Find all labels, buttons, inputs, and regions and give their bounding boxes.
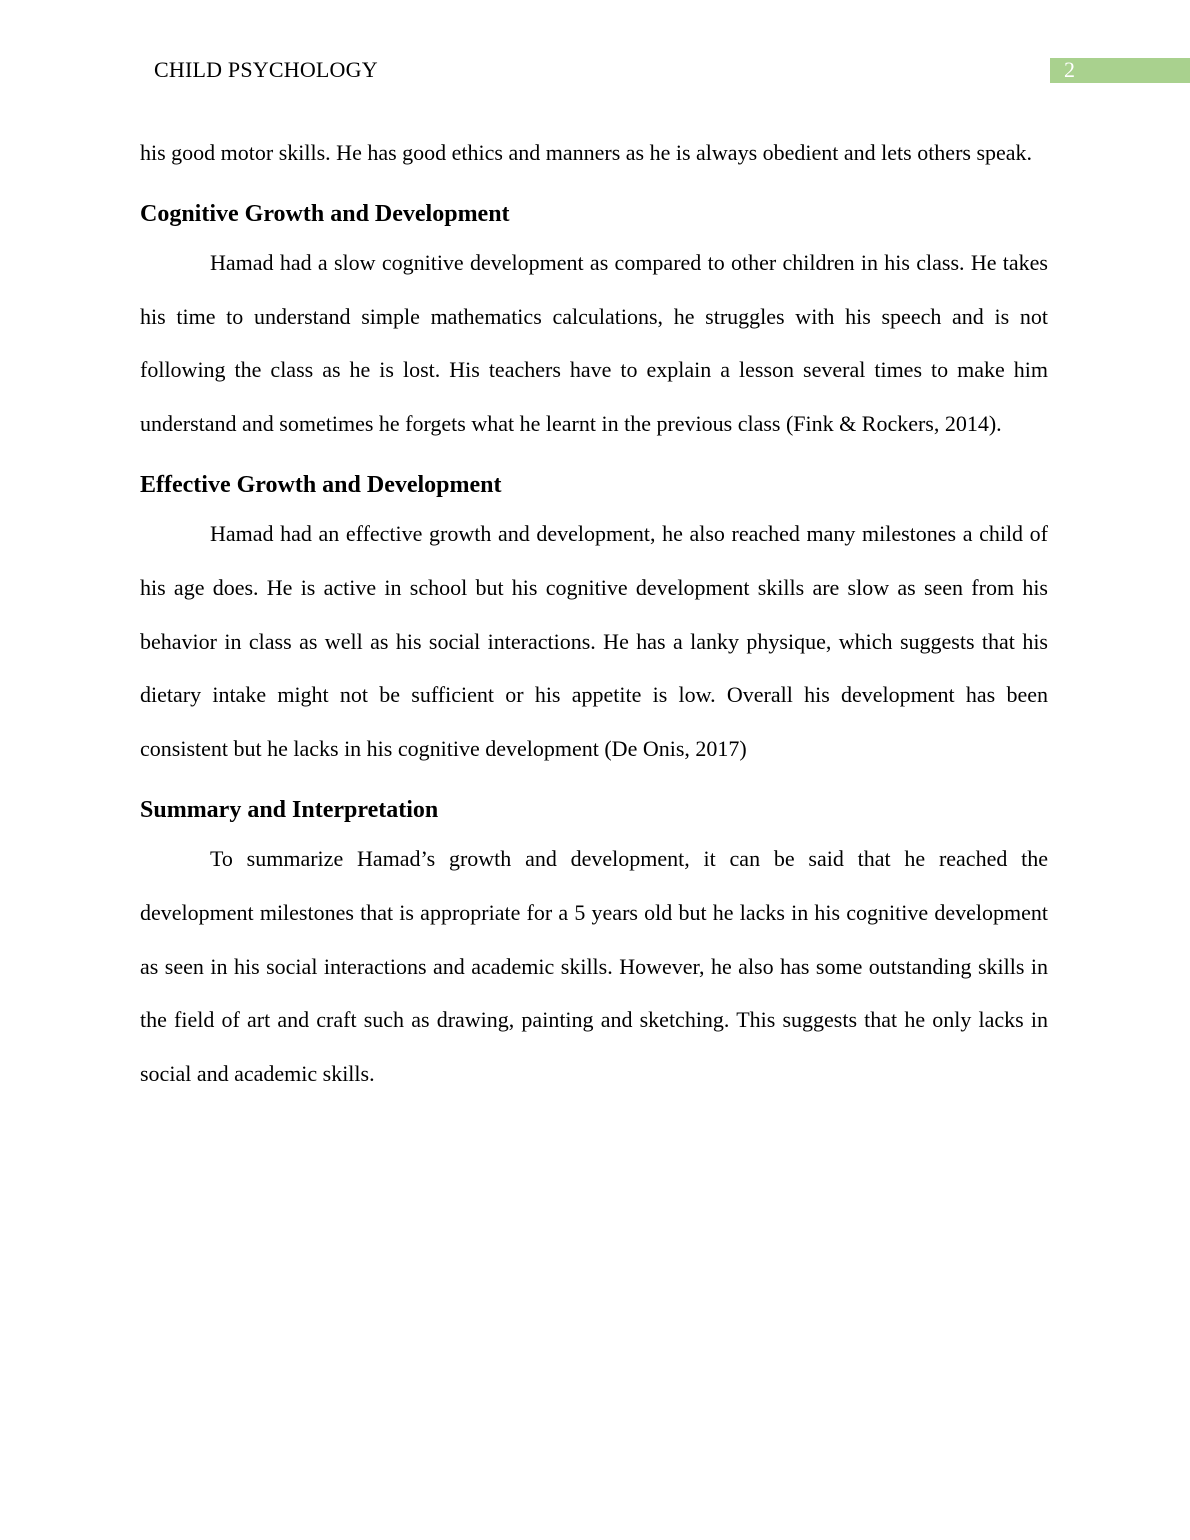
section-heading-effective: Effective Growth and Development bbox=[140, 471, 502, 498]
running-head: CHILD PSYCHOLOGY bbox=[154, 57, 378, 82]
page-number: 2 bbox=[1064, 57, 1075, 82]
section-heading-cognitive: Cognitive Growth and Development bbox=[140, 200, 510, 227]
section-paragraph-effective: Hamad had an effective growth and development, he also reached many milestones a child of his age does. He is active in school but his cognitive development skills are slow as seen from his behavior in class as well as his social interactions. He has a lanky physique, which suggests that his dietary intake might not be sufficient or his appetite is low. Overall his development has been consistent but he lacks in his cognitive development (De Onis, 2017) bbox=[140, 520, 1048, 762]
section-paragraph-cognitive: Hamad had a slow cognitive development as compared to other children in his class. He takes his time to understand simple mathematics calculations, he struggles with his speech and is not following the class as he is lost. His teachers have to explain a lesson several times to make him understand and sometimes he forgets what he learnt in the previous class (Fink & Rockers, 2014). bbox=[140, 249, 1048, 437]
continuation-paragraph: his good motor skills. He has good ethics and manners as he is always obedient and lets others speak. bbox=[140, 140, 1033, 165]
document-body bbox=[140, 126, 1048, 1101]
page-number-bar bbox=[1050, 58, 1190, 83]
section-heading-summary: Summary and Interpretation bbox=[140, 796, 439, 823]
section-paragraph-summary: To summarize Hamad’s growth and development, it can be said that he reached the development milestones that is appropriate for a 5 years old but he lacks in his cognitive development as seen in his social interactions and academic skills. However, he also has some outstanding skills in the field of art and craft such as drawing, painting and sketching. This suggests that he only lacks in social and academic skills. bbox=[140, 845, 1048, 1087]
